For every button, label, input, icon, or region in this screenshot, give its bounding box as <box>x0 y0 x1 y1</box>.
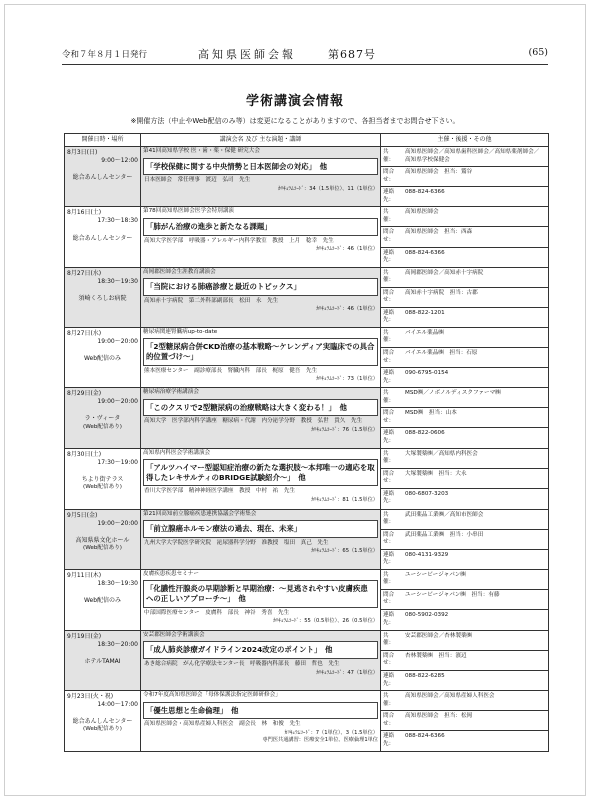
event-series: 糖尿病治療学術講演会 <box>143 389 199 396</box>
table-row <box>65 267 549 327</box>
event-credit: ｶﾘｷｭﾗﾑｺｰﾄﾞ：46（1単位） <box>316 306 378 313</box>
contact-label: 問合せ： <box>383 470 395 485</box>
host-label: 共 催： <box>383 632 395 647</box>
event-credit: ｶﾘｷｭﾗﾑｺｰﾄﾞ：55（0.5単位）、26（0.5単位） <box>273 618 378 625</box>
event-speaker: 熊本医療センター 副診療部長 腎臓内科 部長 梶原 健吾 先生 <box>144 367 318 374</box>
phone-row <box>381 489 548 508</box>
event-date: 8月27日(水) <box>67 329 102 337</box>
table-row <box>65 207 549 267</box>
event-speaker: 高知大学 医学部内科学講座 糖尿病・代謝 内分泌学分野 教授 弘世 貴久 先生 <box>144 418 363 425</box>
event-time: 19:00～20:00 <box>97 398 138 406</box>
event-phone: 088-824-6366 <box>405 249 445 256</box>
event-speaker: 香川大学医学部 精神神経医学講座 教授 中村 祐 先生 <box>144 488 296 495</box>
event-datetime-cell <box>65 267 141 327</box>
event-organizer-cell <box>381 147 549 207</box>
phone-label: 連絡先： <box>383 430 395 444</box>
event-speaker: 高知赤十字病院 第二外科部副部長 松田 永 先生 <box>144 297 279 304</box>
event-credit: ｶﾘｷｭﾗﾑｺｰﾄﾞ：65（1.5単位） <box>311 548 378 555</box>
event-datetime-cell <box>65 327 141 387</box>
contact-row <box>381 288 548 308</box>
event-venue: ホテルTAMAI <box>84 657 121 665</box>
event-venue: 総合あんしんセンター <box>72 718 133 726</box>
notice-text: ※開催方法（中止やWeb配信のみ等）は変更になることがありますので、各担当者までお問合せ下さい。 <box>130 117 460 125</box>
host-row <box>381 388 548 408</box>
table-row <box>65 388 549 448</box>
event-lecture-cell <box>141 448 381 509</box>
event-host: 安芸郡医師会／杏林製薬㈱ <box>405 632 473 639</box>
event-contact: MSD㈱ 担当：山本 <box>405 410 457 417</box>
event-date: 8月3日(日) <box>67 149 98 157</box>
event-organizer-cell <box>381 267 549 327</box>
event-host: MSD㈱／ノボノルディスクファーマ㈱ <box>405 390 501 397</box>
event-phone: 088-822-1201 <box>405 309 445 316</box>
event-contact: 大塚製薬㈱ 担当：大永 <box>405 470 467 477</box>
event-series: 高知県内科医会学術講演会 <box>143 449 211 456</box>
event-organizer-cell <box>381 388 549 448</box>
event-organizer-cell <box>381 509 549 569</box>
phone-row <box>381 187 548 206</box>
event-contact: バイエル薬品㈱ 担当：石原 <box>405 350 478 357</box>
event-time: 14:00～17:00 <box>97 701 138 709</box>
table-row <box>65 448 549 509</box>
contact-row <box>381 530 548 550</box>
event-series: 安芸郡医師会学術講演会 <box>143 631 205 638</box>
event-datetime-cell <box>65 509 141 569</box>
host-label: 共 催： <box>383 450 395 465</box>
phone-label: 連絡先： <box>383 249 395 264</box>
event-title: 「前立腺癌ホルモン療法の過去、現在、未来」 <box>143 520 378 538</box>
host-row <box>381 449 548 469</box>
event-organizer-cell <box>381 207 549 267</box>
event-title: 「肺がん治療の進歩と新たなる課題」 <box>143 218 378 236</box>
event-datetime-cell <box>65 569 141 630</box>
event-speaker: 中部国際医療センター 皮膚科 部長 神谷 秀喜 先生 <box>144 609 290 616</box>
event-datetime-cell <box>65 630 141 690</box>
event-time: 9:00～12:00 <box>101 157 138 165</box>
event-series: 高岡郡医師会生涯教育講演会 <box>143 268 216 275</box>
contact-label: 問合せ： <box>383 652 395 667</box>
event-speaker: あき総合病院 がん化学療法センター長 呼吸器内科部長 藤田 哲也 先生 <box>144 660 340 667</box>
phone-row <box>381 428 548 447</box>
event-phone: 088-822-6285 <box>405 672 445 679</box>
table-header-row <box>65 134 549 147</box>
event-organizer-cell <box>381 327 549 387</box>
event-lecture-cell <box>141 691 381 752</box>
phone-label: 連絡先： <box>383 370 395 384</box>
event-venue: ラ・ヴィータ <box>84 415 121 423</box>
event-title: 「学校保健に関する中央情勢と日本医師会の対応」 他 <box>143 158 378 176</box>
event-venue: 須崎くろしお病院 <box>78 294 127 302</box>
phone-row <box>381 731 548 750</box>
host-row <box>381 147 548 167</box>
event-venue: 高知県県文化ホール <box>75 536 130 544</box>
contact-row <box>381 227 548 247</box>
contact-label: 問合せ： <box>383 410 395 424</box>
table-row <box>65 569 549 630</box>
event-credit-extra: 専門医共通講習：医療安全1単位、医療倫理1単位 <box>262 736 378 743</box>
event-host: 高岡郡医師会／高知赤十字病院 <box>405 269 484 276</box>
host-label: 共 催： <box>383 149 395 163</box>
event-time: 18:30～20:00 <box>97 640 138 648</box>
phone-label: 連絡先： <box>383 733 395 747</box>
event-series: 第21回高知前立腺癌疾患連携協議会学術集会 <box>143 510 257 517</box>
event-organizer-cell <box>381 448 549 509</box>
event-credit: ｶﾘｷｭﾗﾑｺｰﾄﾞ：76（1.5単位） <box>311 426 378 433</box>
event-host: 大塚製薬㈱／高知県内科医会 <box>405 450 478 457</box>
event-phone: 088-822-0606 <box>405 430 445 437</box>
event-date: 8月27日(水) <box>67 269 102 277</box>
table-row <box>65 630 549 690</box>
phone-row <box>381 671 548 690</box>
event-time: 19:00～20:00 <box>97 338 138 346</box>
host-row <box>381 631 548 651</box>
event-datetime-cell <box>65 388 141 448</box>
event-credit: ｶﾘｷｭﾗﾑｺｰﾄﾞ：73（1単位） <box>316 376 378 383</box>
contact-label: 問合せ： <box>383 229 395 244</box>
host-label: 共 催： <box>383 511 395 526</box>
host-label: 共 催： <box>383 390 395 404</box>
event-title: 「成人肺炎診療ガイドライン2024改定のポイント」 他 <box>143 641 378 659</box>
phone-label: 連絡先： <box>383 672 395 687</box>
event-datetime-cell <box>65 147 141 207</box>
contact-row <box>381 167 548 187</box>
event-lecture-cell <box>141 327 381 387</box>
contact-row <box>381 711 548 731</box>
event-lecture-cell <box>141 388 381 448</box>
bulletin-title: 高知県医師会報 <box>198 48 296 61</box>
event-venue-note: (Web配信あり) <box>83 544 122 551</box>
event-title: 「このクスリで2型糖尿病の治療戦略は大きく変わる！」 他 <box>143 399 378 417</box>
event-contact: 高知県医師会 担当：鷲谷 <box>405 169 473 176</box>
phone-label: 連絡先： <box>383 611 395 626</box>
event-venue-note: (Web配信あり) <box>83 483 122 490</box>
event-series: 皮膚疾患疾患セミナー <box>143 570 199 577</box>
event-host: バイエル薬品㈱ <box>405 329 444 336</box>
phone-row <box>381 368 548 387</box>
host-row <box>381 691 548 711</box>
event-host: 高知県医師会／高知県歯科医師会／高知県薬剤師会／高知県学校保健会 <box>405 149 540 163</box>
event-contact: 高知県医師会 担当：西森 <box>405 229 473 236</box>
event-credit: ｶﾘｷｭﾗﾑｺｰﾄﾞ：7（1単位）、3（1.5単位） <box>284 729 378 736</box>
host-label: 共 催： <box>383 209 395 223</box>
event-date: 8月16日(土) <box>67 209 102 217</box>
event-contact: ユーシービージャパン㈱ 担当：有藤 <box>405 591 500 598</box>
event-speaker: 高知県医師会・高知県産婦人科医会 副会長 林 和俊 先生 <box>144 721 301 728</box>
event-phone: 088-824-6366 <box>405 733 445 740</box>
phone-label: 連絡先： <box>383 309 395 324</box>
event-organizer-cell <box>381 691 549 752</box>
event-datetime-cell <box>65 207 141 267</box>
table-row <box>65 691 549 752</box>
event-contact: 武田薬品工業㈱ 担当：小串田 <box>405 531 484 538</box>
phone-row <box>381 550 548 569</box>
event-datetime-cell <box>65 691 141 752</box>
event-series: 第41回高知県学校 医・歯・薬・保健 研究大会 <box>143 148 260 155</box>
event-date: 8月29日(金) <box>67 390 102 398</box>
event-lecture-cell <box>141 630 381 690</box>
host-row <box>381 268 548 288</box>
host-label: 共 催： <box>383 571 395 586</box>
page-number: (65) <box>528 47 548 58</box>
phone-label: 連絡先： <box>383 551 395 566</box>
host-row <box>381 570 548 590</box>
event-organizer-cell <box>381 569 549 630</box>
event-credit: ｶﾘｷｭﾗﾑｺｰﾄﾞ：46（1単位） <box>316 246 378 253</box>
contact-row <box>381 469 548 489</box>
event-venue: 総合あんしんセンター <box>72 174 133 182</box>
event-date: 9月23日(火・祝) <box>67 693 114 701</box>
event-host: 高知県医師会 <box>405 209 439 216</box>
event-time: 17:30～18:30 <box>97 217 138 225</box>
event-time: 18:30～19:30 <box>97 277 138 285</box>
column-header-organizer: 主催・後援・その他 <box>381 134 549 147</box>
column-header-datetime: 開催日時・場所 <box>65 134 141 147</box>
event-speaker: 高知大学医学部 呼吸器・アレルギー内科学教室 教授 上月 稔幸 先生 <box>144 237 334 244</box>
host-row <box>381 510 548 530</box>
event-datetime-cell <box>65 448 141 509</box>
event-host: 高知県医師会／高知県産婦人科医会 <box>405 693 495 700</box>
event-series: 令和7年度高知県医師会「母体保護法指定医師研修会」 <box>143 692 281 699</box>
contact-label: 問合せ： <box>383 591 395 606</box>
event-venue: Web配信のみ <box>83 596 122 604</box>
host-label: 共 催： <box>383 693 395 707</box>
event-host: 武田薬品工業㈱／高知市医師会 <box>405 511 484 518</box>
event-lecture-cell <box>141 509 381 569</box>
table-row <box>65 509 549 569</box>
event-venue: 総合あんしんセンター <box>72 234 133 242</box>
host-row <box>381 207 548 227</box>
event-venue-note: (Web配信あり) <box>83 423 122 430</box>
page-title: 学術講演会情報 <box>245 94 344 109</box>
event-date: 9月19日(金) <box>67 632 102 640</box>
event-speaker: 九州大学大学院医学研究院 泌尿器科学分野 准教授 塩田 真己 先生 <box>144 539 329 546</box>
event-series: 第78回高知県医師会医学会特別講演 <box>143 208 235 215</box>
events-table-body <box>65 147 549 752</box>
phone-label: 連絡先： <box>383 189 395 203</box>
event-series: 糖尿病関連腎臓病up-to-date <box>143 328 218 335</box>
contact-label: 問合せ： <box>383 713 395 727</box>
phone-row <box>381 248 548 267</box>
event-contact: 杏林製薬㈱ 担当：濱辺 <box>405 652 467 659</box>
events-table <box>64 133 549 752</box>
event-phone: 090-6795-0154 <box>405 370 449 377</box>
contact-row <box>381 408 548 428</box>
event-time: 19:00～20:00 <box>97 519 138 527</box>
event-phone: 088-824-6366 <box>405 189 445 196</box>
event-date: 9月11日(木) <box>67 571 102 579</box>
event-contact: 高知県医師会 担当：松岡 <box>405 713 473 720</box>
phone-label: 連絡先： <box>383 490 395 505</box>
event-phone: 080-5902-0392 <box>405 611 449 618</box>
bulletin-header <box>62 46 548 62</box>
event-venue-note: (Web配信あり) <box>83 726 122 733</box>
column-header-lecture: 講演会名 及び 主な演題・講師 <box>141 134 381 147</box>
phone-row <box>381 308 548 327</box>
event-title: 「アルツハイマー型認知症治療の新たな選択肢～本邦唯一の適応を取得したレキサルティのBRIDGE試験紹介～」 他 <box>143 459 378 486</box>
contact-row <box>381 348 548 368</box>
contact-label: 問合せ： <box>383 169 395 183</box>
event-credit: ｶﾘｷｭﾗﾑｺｰﾄﾞ：81（1.5単位） <box>311 496 378 503</box>
header-rule <box>62 64 548 65</box>
contact-label: 問合せ： <box>383 289 395 304</box>
host-label: 共 催： <box>383 329 395 344</box>
event-speaker: 日本医師会 常任理事 渡辺 弘司 先生 <box>144 177 251 184</box>
event-venue: Web配信のみ <box>83 355 122 363</box>
event-date: 8月30日(土) <box>67 450 102 458</box>
contact-label: 問合せ： <box>383 350 395 364</box>
event-lecture-cell <box>141 569 381 630</box>
table-row <box>65 327 549 387</box>
event-time: 17:30～19:00 <box>97 458 138 466</box>
event-contact: 高知赤十字病院 担当：古郡 <box>405 289 478 296</box>
issue-date: 令和７年８月１日発行 <box>62 50 148 60</box>
event-lecture-cell <box>141 147 381 207</box>
event-lecture-cell <box>141 267 381 327</box>
event-date: 9月5日(金) <box>67 511 98 519</box>
contact-row <box>381 651 548 671</box>
event-host: ユーシービージャパン㈱ <box>405 571 466 578</box>
event-credit: ｶﾘｷｭﾗﾑｺｰﾄﾞ：34（1.5単位）、11（1単位） <box>278 185 378 192</box>
event-organizer-cell <box>381 630 549 690</box>
event-title: 「化膿性汗腺炎の早期診断と早期治療：～見逃されやすい皮膚疾患への正しいアプローチ～」 他 <box>143 580 378 607</box>
event-venue: ちより街テラス <box>81 475 124 483</box>
issue-number: 第687号 <box>328 48 376 61</box>
event-title: 「当院における肺癌診療と最近のトピックス」 <box>143 278 378 296</box>
host-label: 共 催： <box>383 269 395 284</box>
event-credit: ｶﾘｷｭﾗﾑｺｰﾄﾞ：47（1単位） <box>316 669 378 676</box>
event-phone: 080-4131-9329 <box>405 551 449 558</box>
table-row <box>65 147 549 207</box>
event-lecture-cell <box>141 207 381 267</box>
event-phone: 080-6807-3203 <box>405 490 449 497</box>
contact-label: 問合せ： <box>383 531 395 546</box>
host-row <box>381 328 548 348</box>
contact-row <box>381 590 548 610</box>
event-title: 「優生思想と生命倫理」 他 <box>143 702 378 720</box>
event-title: 「2型糖尿病合併CKD治療の基本戦略～ケレンディア実臨床での具合的位置づけ～」 <box>143 338 378 365</box>
phone-row <box>381 610 548 629</box>
event-time: 18:30～19:30 <box>97 579 138 587</box>
